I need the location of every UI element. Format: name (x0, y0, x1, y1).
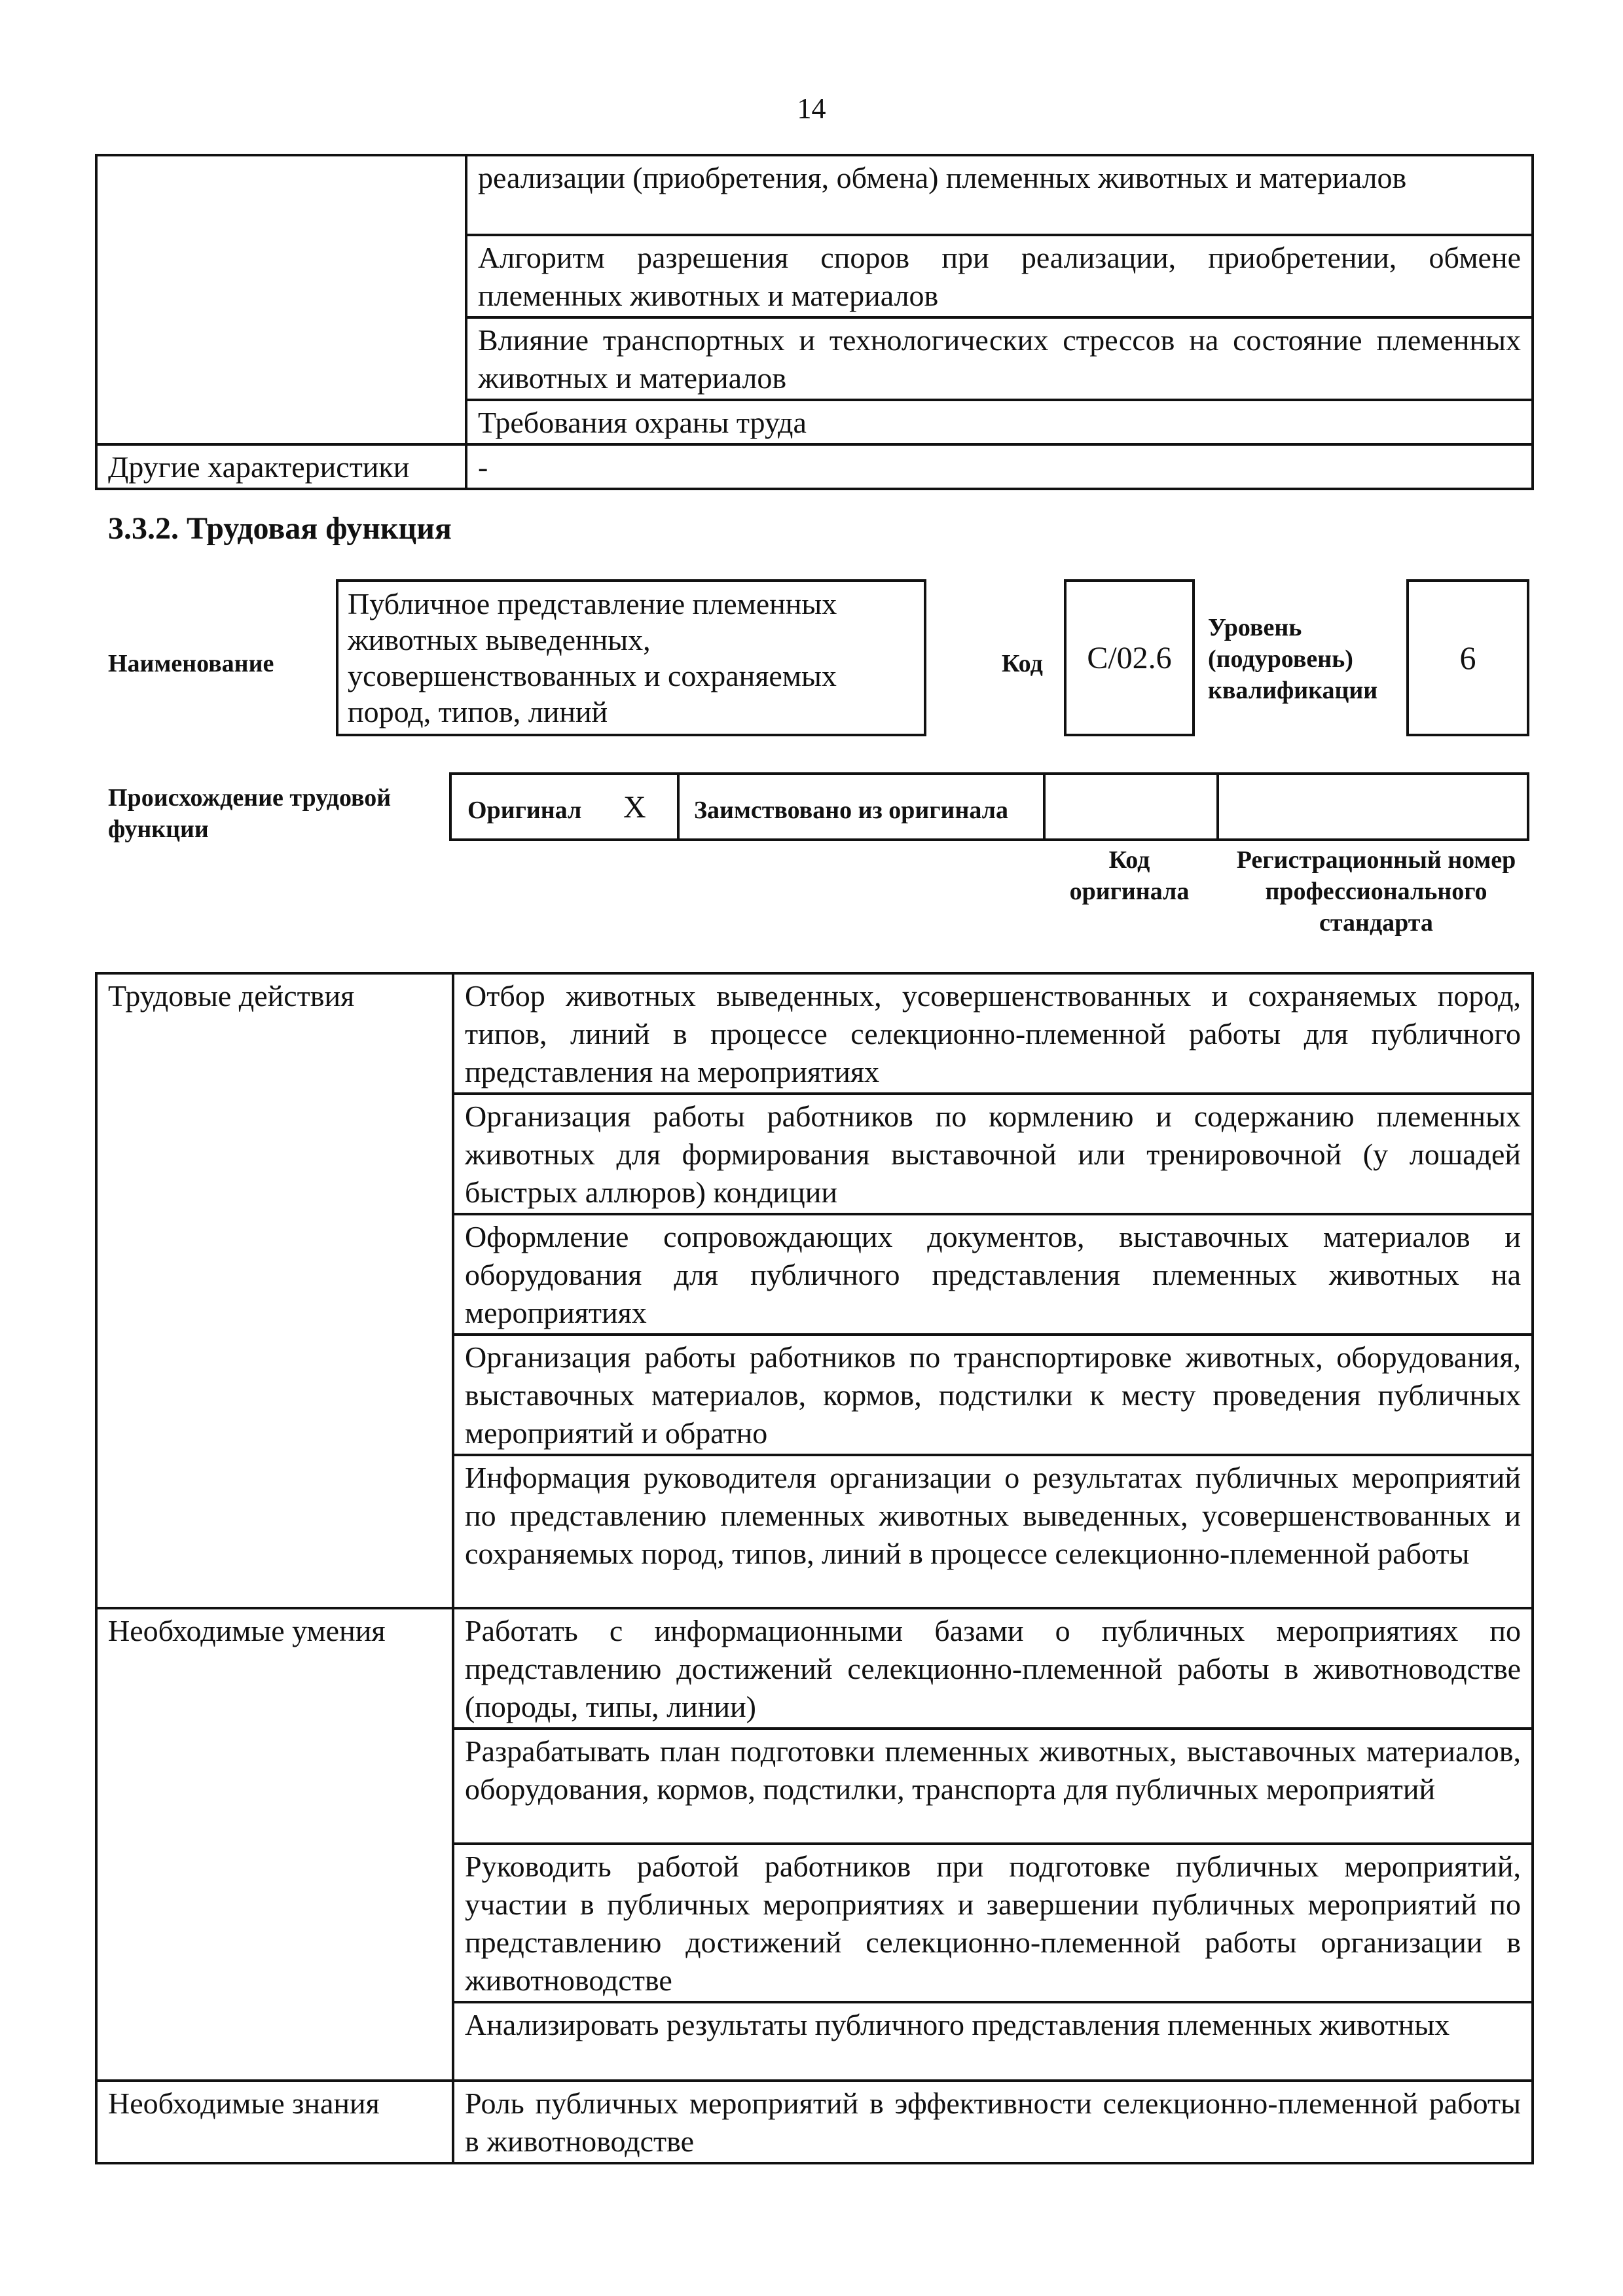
required-knowledge-label: Необходимые знания (96, 2081, 453, 2163)
labor-action-item: Отбор животных выведенных, усовершенствованных и сохраняемых пород, типов, линий в процессе селекционно-племенной работы для публичного представления на мероприятиях (453, 973, 1533, 1094)
original-mark: X (623, 790, 646, 825)
section-heading: 3.3.2. Трудовая функция (108, 511, 452, 546)
code-value: C/02.6 (1087, 640, 1172, 675)
skill-item: Анализировать результаты публичного представления племенных животных (453, 2002, 1533, 2081)
origin-label: Происхождение трудовой функции (108, 784, 392, 843)
continued-requirements-table (95, 154, 1534, 490)
registration-number-caption: Регистрационный номер профессионального стандарта (1236, 846, 1516, 937)
code-box (1064, 579, 1195, 736)
knowledge-item: Роль публичных мероприятий в эффективности селекционно-племенной работы в животноводстве (453, 2081, 1533, 2163)
origin-row (449, 772, 1529, 841)
knowledge-item: Влияние транспортных и технологических стрессов на состояние племенных животных и материалов (466, 317, 1533, 400)
labor-action-item: Оформление сопровождающих документов, выставочных материалов и оборудования для публичного представления племенных животных на мероприятиях (453, 1214, 1533, 1335)
empty-label-cell (96, 155, 466, 444)
knowledge-item: реализации (приобретения, обмена) племенных животных и материалов (466, 155, 1533, 235)
code-label: Код (1002, 650, 1043, 677)
code-of-original-caption: Код оригинала (1069, 846, 1190, 905)
skill-item: Разрабатывать план подготовки племенных животных, выставочных материалов, оборудования, кормов, подстилки, транспорта для публичных мероприятий (453, 1729, 1533, 1844)
skill-item: Работать с информационными базами о публичных мероприятиях по представлению достижений селекционно-племенной работы в животноводстве (породы, типы, линии) (453, 1608, 1533, 1729)
divider (1216, 775, 1219, 838)
function-name-box (336, 579, 926, 736)
labor-action-item: Организация работы работников по кормлению и содержанию племенных животных для формирования выставочной или тренировочной (у лошадей быстрых аллюров) кондиции (453, 1094, 1533, 1214)
name-label: Наименование (108, 650, 274, 677)
skill-item: Руководить работой работников при подготовке публичных мероприятий, участии в публичных мероприятиях и завершении публичных мероприятий по представлению достижений селекционно-племенной работы организации в животноводстве (453, 1844, 1533, 2002)
knowledge-item: Требования охраны труда (466, 400, 1533, 444)
original-label: Оригинал (467, 797, 582, 824)
labor-function-table (95, 972, 1534, 2164)
other-characteristics-value: - (466, 444, 1533, 489)
borrowed-label: Заимствовано из оригинала (694, 797, 1008, 824)
function-name: Публичное представление племенных животных выведенных, усовершенствованных и сохраняемых пород, типов, линий (348, 587, 837, 728)
divider (677, 775, 680, 838)
qualification-level-label: Уровень (подуровень) квалификации (1208, 614, 1378, 704)
knowledge-item: Алгоритм разрешения споров при реализации, приобретении, обмене племенных животных и материалов (466, 235, 1533, 317)
other-characteristics-label: Другие характеристики (96, 444, 466, 489)
level-box (1406, 579, 1529, 736)
level-value: 6 (1459, 639, 1476, 676)
required-skills-label: Необходимые умения (96, 1608, 453, 2081)
labor-action-item: Информация руководителя организации о результатах публичных мероприятий по представлению племенных животных выведенных, усовершенствованных и сохраняемых пород, типов, линий в процессе селекционно-племенной работы (453, 1455, 1533, 1608)
labor-actions-label: Трудовые действия (96, 973, 453, 1608)
page-number: 14 (797, 92, 826, 124)
divider (1043, 775, 1046, 838)
labor-action-item: Организация работы работников по транспортировке животных, оборудования, выставочных материалов, кормов, подстилки к месту проведения публичных мероприятий и обратно (453, 1335, 1533, 1455)
